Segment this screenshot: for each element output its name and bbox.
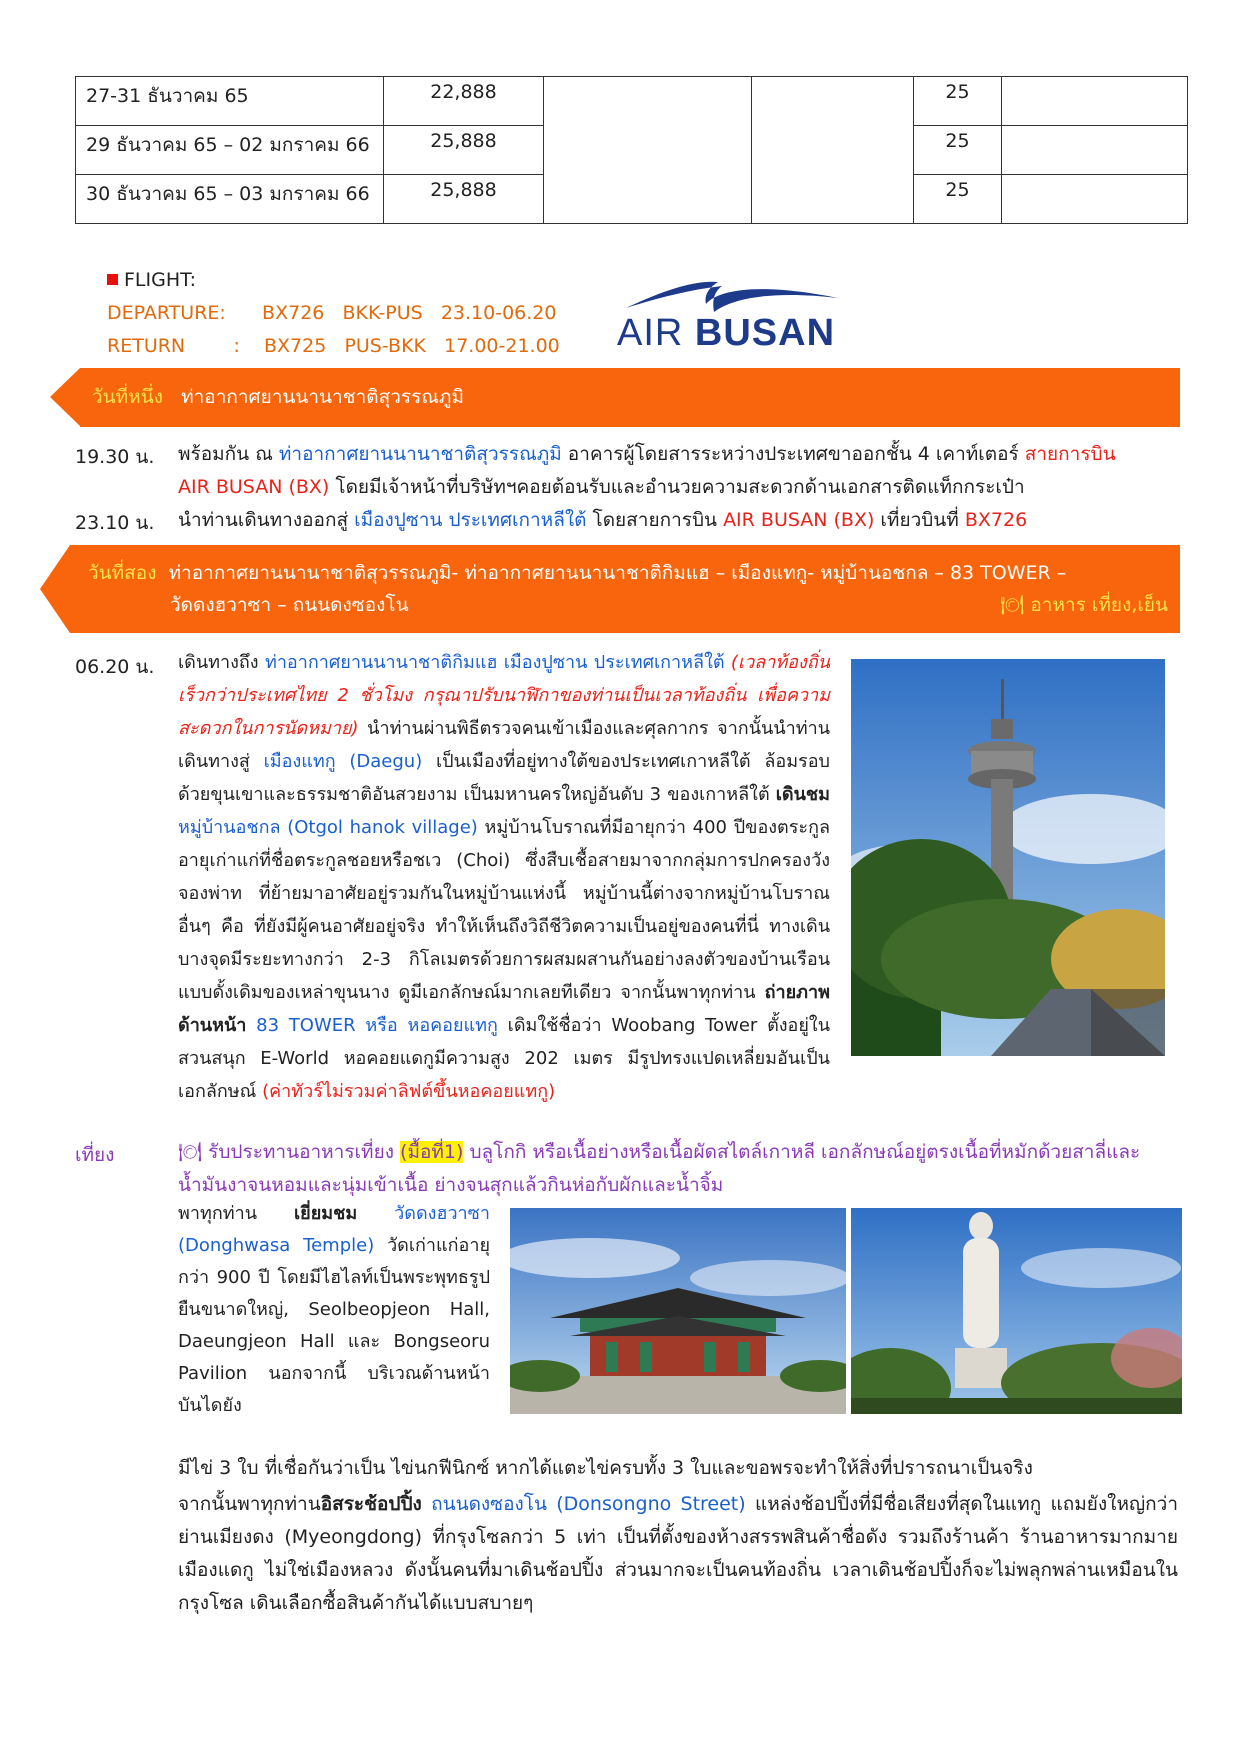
day2-banner — [70, 545, 1180, 633]
day2-title-line2: วัดดงฮวาซา – ถนนดงซองโน — [170, 594, 409, 616]
price-table — [75, 76, 1188, 224]
time-label: 23.10 น. — [75, 512, 155, 534]
meals-label: 🍽 อาหาร เที่ยง,เย็น — [1000, 594, 1168, 616]
flight-info — [107, 264, 560, 363]
price-cell: 25,888 — [384, 126, 544, 175]
empty-cell — [544, 77, 752, 224]
price-cell: 22,888 — [384, 77, 544, 126]
day2-label: วันที่สอง — [88, 562, 157, 584]
table-row — [76, 77, 1188, 126]
flight-heading: FLIGHT: — [107, 264, 560, 297]
day1-paragraph-2: นำท่านเดินทางออกสู่ เมืองปูซาน ประเทศเกาหลีใต้ โดยสายการบิน AIR BUSAN (BX) เที่ยวบินที่ BX726 — [178, 509, 1028, 531]
lunch-label: เที่ยง — [75, 1144, 115, 1166]
tower-photo — [851, 659, 1165, 1056]
buddha-statue-photo — [851, 1208, 1182, 1414]
day1-label: วันที่หนึ่ง — [92, 386, 163, 408]
seats-cell: 25 — [914, 77, 1002, 126]
date-cell: 30 ธันวาคม 65 – 03 มกราคม 66 — [76, 175, 384, 224]
seats-cell: 25 — [914, 175, 1002, 224]
temple-paragraph: พาทุกท่าน เยี่ยมชม วัดดงฮวาซา (Donghwasa Temple) วัดเก่าแก่อายุกว่า 900 ปี โดยมีไฮไลท์เป็นพระพุทธรูปยืนขนาดใหญ่, Seolbeopjeon Hall, Daeungjeon Hall และ Bongseoru Pavilion นอกจากนี้ บริเวณด้านหน้าบันไดยัง — [178, 1203, 490, 1416]
departure-row: DEPARTURE: BX726 BKK-PUS 23.10-06.20 — [107, 302, 557, 324]
return-row: RETURN : BX725 PUS-BKK 17.00-21.00 — [107, 335, 560, 357]
time-label: 19.30 น. — [75, 446, 155, 468]
date-cell: 27-31 ธันวาคม 65 — [76, 77, 384, 126]
day2-arrival-paragraph: เดินทางถึง ท่าอากาศยานนานาชาติกิมแฮ เมืองปูซาน ประเทศเกาหลีใต้ (เวลาท้องถิ่นเร็วกว่าประเทศไทย 2 ชั่วโมง กรุณาปรับนาฬิกาของท่านเป็นเวลาท้องถิ่น เพื่อความสะดวกในการนัดหมาย) นำท่านผ่านพิธีตรวจคนเข้าเมืองและศุลกากร จากนั้นนำท่านเดินทางสู่ เมืองแทกู (Daegu) เป็นเมืองที่อยู่ทางใต้ของประเทศเกาหลีใต้ ล้อมรอบด้วยขุนเขาและธรรมชาติอันสวยงาม เป็นมหานครใหญ่อันดับ 3 ของเกาหลีใต้ เดินชม หมู่บ้านอชกล (Otgol hanok village) หมู่บ้านโบราณที่มีอายุกว่า 400 ปีของตระกูลอายุเก่าแก่ที่ชื่อตระกูลชอยหรือชเว (Choi) ซึ่งสืบเชื้อสายมาจากกลุ่มการปกครองวังจองพ่าท ที่ย้ายมาอาศัยอยู่รวมกันในหมู่บ้านแห่งนี้ หมู่บ้านนี้ต่างจากหมู่บ้านโบราณอื่นๆ คือ ที่ยังมีผู้คนอาศัยอยู่จริง ทำให้เห็นถึงวิถีชีวิตความเป็นอยู่ของคนที่นี่ ทางเดินบางจุดมีระยะทางกว่า 2-3 กิโลเมตรด้วยการผสมผสานกันอย่างลงตัวของบ้านเรือนแบบดั้งเดิมของเหล่าขุนนาง ดูมีเอกลักษณ์มากเลยทีเดียว จากนั้นพาทุกท่าน ถ่ายภาพด้านหน้า 83 TOWER หรือ หอคอยแทกู เดิมใช้ชื่อว่า Woobang Tower ตั้งอยู่ใน สวนสนุก E-World หอคอยแดกูมีความสูง 202 เมตร มีรูปทรงแปดเหลี่ยมอันเป็นเอกลักษณ์ (ค่าทัวร์ไม่รวมค่าลิฟต์ขึ้นหอคอยแทกู) — [178, 652, 831, 1102]
day1-title: ท่าอากาศยานนานาชาติสุวรรณภูมิ — [181, 386, 464, 408]
banner-arrow — [50, 368, 80, 426]
date-cell: 29 ธันวาคม 65 – 02 มกราคม 66 — [76, 126, 384, 175]
day2-title-line1: ท่าอากาศยานนานาชาติสุวรรณภูมิ- ท่าอากาศยานนานาชาติกิมแฮ – เมืองแทกู- หมู่บ้านอชกล – 83 TOWER – — [168, 562, 1067, 584]
price-cell: 25,888 — [384, 175, 544, 224]
empty-cell — [1002, 126, 1188, 175]
shopping-paragraph: จากนั้นพาทุกท่านอิสระช้อปปิ้ง ถนนดงซองโน (Donsongno Street) แหล่งช้อปปิ้งที่มีชื่อเสียงที่สุดในแทกู แถมยังใหญ่กว่าย่านเมียงดง (Myeongdong) ที่กรุงโซลกว่า 5 เท่า เป็นที่ตั้งของห้างสรรพสินค้าชื่อดัง รวมถึงร้านค้า ร้านอาหารมากมาย เมืองแดกู ไม่ใช่เมืองหลวง ดังนั้นคนที่มาเดินช้อปปิ้ง ส่วนมากจะเป็นคนท้องถิ่น เวลาเดินช้อปปิ้งก็จะไม่พลุกพล่านเหมือนในกรุงโซล เดินเลือกซื้อสินค้ากันได้แบบสบายๆ — [178, 1493, 1178, 1614]
bullet-square-icon — [107, 274, 118, 285]
day1-banner — [80, 368, 1180, 427]
air-busan-logo-text: AIR BUSAN — [617, 312, 836, 354]
empty-cell — [1002, 77, 1188, 126]
seats-cell: 25 — [914, 126, 1002, 175]
temple-photo — [510, 1208, 846, 1414]
banner-arrow — [40, 545, 70, 633]
empty-cell — [752, 77, 914, 224]
empty-cell — [1002, 175, 1188, 224]
phoenix-eggs-paragraph: มีไข่ 3 ใบ ที่เชื่อกันว่าเป็น ไข่นกฟีนิกซ์ หากได้แตะไข่ครบทั้ง 3 ใบและขอพรจะทำให้สิ่งที่ปรารถนาเป็นจริง — [178, 1457, 1033, 1479]
time-label: 06.20 น. — [75, 656, 155, 678]
day1-paragraph-1: พร้อมกัน ณ ท่าอากาศยานนานาชาติสุวรรณภูมิ อาคารผู้โดยสารระหว่างประเทศขาออกชั้น 4 เคาท์เตอร์ สายการบิน AIR BUSAN (BX) โดยมีเจ้าหน้าที่บริษัทฯคอยต้อนรับและอำนวยความสะดวกด้านเอกสารติดแท็กกระเป๋า — [178, 443, 1116, 498]
lunch-paragraph: 🍽 รับประทานอาหารเที่ยง (มื้อที่1) บลูโกกิ หรือเนื้อย่างหรือเนื้อผัดสไตล์เกาหลี เอกลักษณ์อยู่ตรงเนื้อที่หมักด้วยสาลี่และน้ำมันงาจนหอมและนุ่มเข้าเนื้อ ย่างจนสุกแล้วกินห่อกับผักและน้ำจิ้ม — [178, 1141, 1141, 1196]
